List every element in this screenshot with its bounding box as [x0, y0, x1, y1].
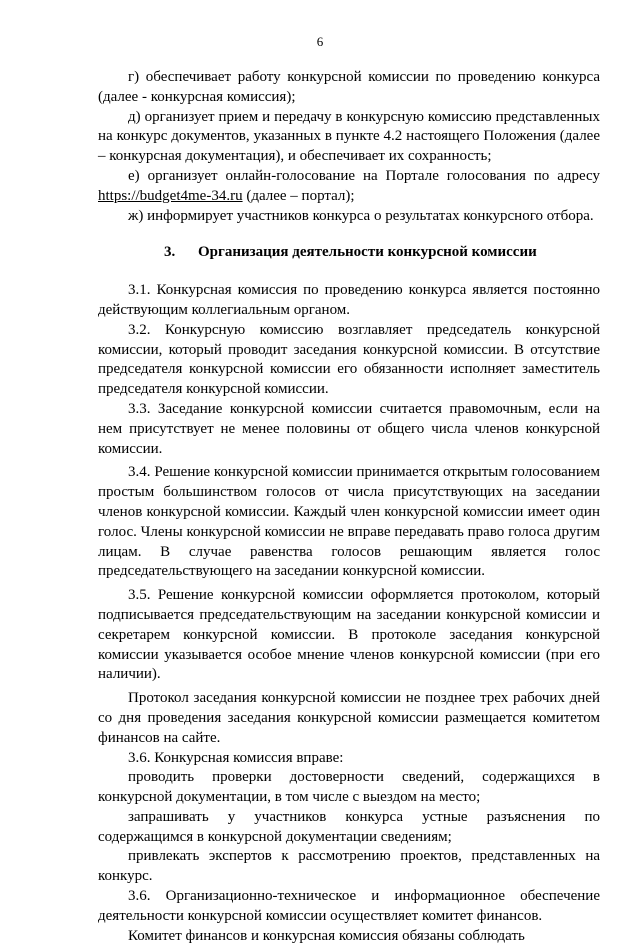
paragraph-3-6: 3.6. Конкурсная комиссия вправе: [128, 749, 344, 766]
paragraph-last: Комитет финансов и конкурсная комиссия обязаны соблюдать [128, 927, 525, 944]
paragraph-3-5: 3.5. Решение конкурсной комиссии оформляется протоколом, который подписывается председательствующим на заседании конкурсной комиссии и секретарем конкурсной комиссии. В протоколе заседания конкурсной комиссии указывается особое мнение членов конкурсной комиссии (при его наличии). [98, 587, 600, 683]
paragraph-3-3: 3.3. Заседание конкурсной комиссии считается правомочным, если на нем присутствует не менее половины от общего числа членов конкурсной комиссии. [98, 400, 600, 457]
right-item-3: привлекать экспертов к рассмотрению проектов, представленных на конкурс. [98, 848, 600, 885]
paragraph-3-2: 3.2. Конкурсную комиссию возглавляет председатель конкурсной комиссии, который проводит заседания конкурсной комиссии. В отсутствие председателя конкурсной комиссии его обязанности исполняет заместитель председателя конкурсной комиссии. [98, 321, 600, 398]
page-number: 6 [316, 34, 324, 49]
paragraph-3-4: 3.4. Решение конкурсной комиссии принимается открытым голосованием простым большинством голосов от числа присутствующих на заседании членов конкурсной комиссии. Каждый член конкурсной комиссии имеет один голос. Члены конкурсной комиссии не вправе передавать право голоса другим лицам. В случае равенства голосов решающим является голос председательствующего на заседании конкурсной комиссии. [98, 464, 600, 580]
item-e-text: е) организует онлайн-голосование на Портале голосования по адресу [128, 167, 600, 184]
section-number: 3. [164, 244, 176, 261]
paragraph-protocol: Протокол заседания конкурсной комиссии не позднее трех рабочих дней со дня проведения заседания конкурсной комиссии размещается комитетом финансов на сайте. [98, 690, 600, 746]
section-heading [98, 243, 600, 263]
paragraph-3-1: 3.1. Конкурсная комиссия по проведению конкурса является постоянно действующим коллегиальным органом. [98, 282, 600, 318]
section-title: Организация деятельности конкурсной комиссии [198, 244, 537, 261]
item-zh: ж) информирует участников конкурса о результатах конкурсного отбора. [128, 207, 594, 224]
portal-link[interactable]: https://budget4me-34.ru [98, 187, 243, 204]
item-g: г) обеспечивает работу конкурсной комиссии по проведению конкурса (далее - конкурсная комиссия); [98, 69, 600, 105]
item-d: д) организует прием и передачу в конкурсную комиссию представленных на конкурс документов, указанных в пункте 4.2 настоящего Положения (далее – конкурсная документация), и обеспечивает их сохранность; [98, 108, 600, 165]
right-item-2: запрашивать у участников конкурса устные разъяснения по содержащимся в конкурсной документации сведениям; [98, 808, 600, 845]
paragraph-3-6-second: 3.6. Организационно-техническое и информационное обеспечение деятельности конкурсной комиссии осуществляет комитет финансов. [98, 888, 600, 924]
right-item-1: проводить проверки достоверности сведений, содержащихся в конкурсной документации, в том числе с выездом на место; [98, 769, 600, 806]
document-body [98, 68, 600, 946]
item-e [98, 167, 600, 207]
item-e-suffix: (далее – портал); [242, 187, 355, 204]
